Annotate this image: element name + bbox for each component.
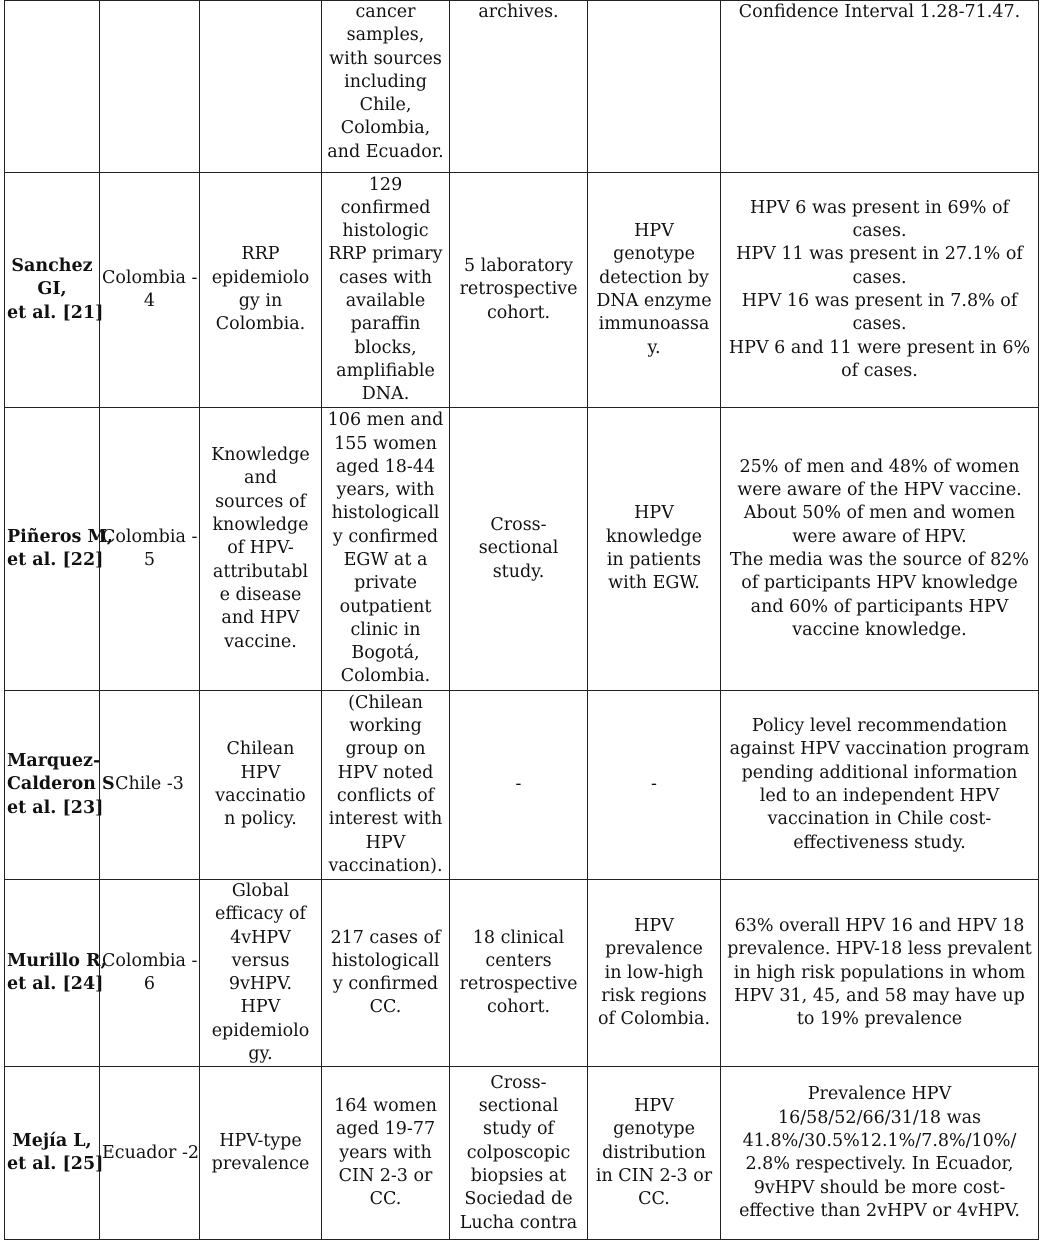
table-row: [5, 691, 1039, 880]
cell-text-line: centers: [485, 950, 552, 971]
cell-text-line: Sociedad de: [464, 1189, 573, 1210]
cell-text-line: Confidence Interval 1.28-71.47.: [738, 2, 1021, 22]
cell-text-line: GI,: [37, 279, 67, 300]
cell-text-line: private: [354, 573, 417, 594]
cell-text-line: histologic: [342, 221, 429, 242]
cell-text-line: y confirmed: [332, 526, 439, 547]
table-row: [5, 173, 1039, 408]
cell-country: [100, 1, 200, 173]
cell-text-line: 129: [368, 174, 403, 195]
cell-text-line: 18 clinical: [472, 927, 565, 948]
cell-topic: [200, 173, 322, 408]
cell-text-line: HPV: [634, 915, 674, 936]
cell-author: [5, 1067, 104, 1240]
cell-text-line: Marquez-: [7, 751, 101, 772]
cell-text-line: (Chilean: [348, 692, 423, 713]
cell-text-line: y confirmed: [332, 974, 439, 995]
cell-text-line: HPV 11 was present in 27.1% of: [736, 244, 1023, 265]
cell-text-line: HPV 6 and 11 were present in 6%: [728, 337, 1031, 358]
cell-text-line: Chile,: [359, 95, 412, 116]
cell-text-line: About 50% of men and women: [743, 503, 1016, 524]
cell-text-line: vaccination in Chile cost-: [767, 809, 992, 830]
cell-text-line: Calderon S: [7, 774, 115, 795]
cell-text-line: versus: [231, 950, 290, 971]
cell-outcome: [588, 408, 721, 691]
cell-text-line: knowledge: [212, 515, 309, 536]
cell-text-line: effective than 2vHPV or 4vHPV.: [739, 1200, 1020, 1221]
cell-design: [450, 691, 588, 880]
cell-findings: [721, 691, 1039, 880]
cell-text-line: were aware of HPV.: [792, 526, 967, 547]
cell-population: [322, 1, 450, 173]
cell-outcome: [588, 691, 721, 880]
cell-text-line: EGW at a: [343, 550, 428, 570]
cell-text-line: HPV: [365, 832, 406, 853]
cell-text-line: 217 cases of: [330, 927, 441, 948]
cell-text-line: cases.: [852, 314, 907, 335]
cell-text-line: cohort.: [486, 997, 551, 1018]
cell-text-line: to 19% prevalence: [796, 1009, 963, 1030]
cell-text-line: cancer: [355, 2, 416, 22]
cell-text-line: y.: [647, 337, 661, 358]
cell-text-line: 6: [143, 974, 156, 995]
cell-text-line: Colombia.: [215, 314, 306, 335]
cell-text-line: Colombia.: [340, 666, 431, 687]
cell-text-line: detection by: [599, 267, 709, 288]
cell-author: [5, 173, 104, 408]
cell-text-line: HPV 31, 45, and 58 may have up: [734, 985, 1025, 1006]
cell-text-line: study of: [483, 1119, 554, 1140]
cell-text-line: with EGW.: [608, 573, 700, 594]
cell-text-line: Murillo R,: [7, 950, 107, 971]
cell-text-line: conflicts of: [336, 786, 435, 806]
cell-text-line: retrospective: [459, 974, 578, 995]
cell-topic: [200, 1067, 322, 1240]
cell-author: [5, 408, 113, 691]
cell-country: [100, 1067, 200, 1240]
cell-text-line: DNA.: [361, 384, 410, 405]
cell-text-line: outpatient: [339, 596, 432, 617]
cell-text-line: 41.8%/30.5%12.1%/7.8%/10%/: [742, 1131, 1017, 1152]
table-row: [5, 1, 1039, 173]
cell-country: [100, 691, 200, 880]
cell-text-line: HPV: [240, 997, 281, 1018]
cell-author: [5, 1, 100, 173]
cell-country: [100, 880, 200, 1067]
cell-population: [322, 691, 450, 880]
cell-text-line: 9vHPV.: [228, 974, 293, 995]
cell-text-line: CC.: [369, 1189, 402, 1210]
cell-text-line: interest with: [328, 809, 443, 830]
table-row: [5, 880, 1039, 1067]
cell-text-line: genotype: [613, 1119, 695, 1140]
cell-text-line: risk regions: [601, 985, 707, 1006]
cell-text-line: 5 laboratory: [463, 256, 574, 277]
cell-text-line: vaccination).: [328, 855, 443, 876]
cell-text-line: 9vHPV should be more cost-: [753, 1177, 1006, 1198]
cell-text-line: years with: [339, 1142, 432, 1163]
cell-text-line: vaccinatio: [215, 786, 306, 806]
cell-text-line: cases.: [852, 221, 907, 242]
cell-text-line: HPV: [634, 503, 674, 524]
cell-text-line: Ecuador -2: [102, 1142, 199, 1163]
cell-text-line: and: [244, 468, 277, 489]
cell-text-line: and 60% of participants HPV: [750, 596, 1009, 617]
cell-text-line: Mejía L,: [12, 1131, 92, 1152]
cell-text-line: et al. [25]: [7, 1154, 104, 1175]
cell-text-line: vaccine knowledge.: [792, 619, 967, 640]
cell-text-line: et al. [22]: [7, 550, 104, 570]
cell-design: [450, 1067, 588, 1240]
cell-text-line: cases.: [852, 267, 907, 288]
cell-text-line: Colombia -: [102, 267, 198, 288]
cell-text-line: Colombia -: [102, 950, 198, 971]
cell-design: [450, 173, 588, 408]
cell-text-line: 106 men and: [327, 410, 444, 431]
cell-text-line: Lucha contra: [459, 1212, 578, 1233]
cell-topic: [200, 880, 322, 1067]
cell-text-line: Cross-: [490, 515, 547, 536]
table-row: [5, 1067, 1039, 1240]
cell-text-line: sectional: [478, 538, 559, 559]
table-row: [5, 408, 1039, 691]
cell-text-line: -: [651, 774, 657, 795]
cell-text-line: aged 19-77: [335, 1119, 436, 1140]
cell-text-line: of participants HPV knowledge: [741, 573, 1018, 594]
cell-text-line: vaccine.: [224, 631, 297, 652]
cell-outcome: [588, 1067, 721, 1240]
cell-text-line: HPV: [240, 762, 281, 783]
cell-text-line: histologicall: [331, 503, 440, 524]
cell-text-line: of HPV-: [227, 538, 294, 559]
cell-topic: [200, 1, 322, 173]
cell-text-line: prevalence: [605, 939, 703, 960]
cell-text-line: HPV noted: [337, 762, 434, 783]
cell-outcome: [588, 173, 721, 408]
cell-findings: [721, 408, 1039, 691]
cell-text-line: against HPV vaccination program: [729, 739, 1030, 760]
cell-text-line: of cases.: [841, 360, 918, 381]
cell-text-line: Chilean: [226, 739, 295, 760]
cell-text-line: in CIN 2-3 or: [595, 1166, 713, 1187]
cell-text-line: clinic in: [350, 619, 421, 640]
cell-text-line: -: [515, 774, 522, 795]
table-body: [5, 1, 1039, 1240]
cell-text-line: CC.: [369, 997, 402, 1018]
cell-text-line: HPV 6 was present in 69% of: [750, 197, 1009, 218]
cell-text-line: 25% of men and 48% of women: [739, 456, 1020, 477]
cell-text-line: immunoassa: [598, 314, 710, 335]
cell-text-line: e disease: [219, 584, 302, 605]
cell-text-line: Piñeros M,: [7, 526, 113, 547]
cell-text-line: 164 women: [334, 1096, 437, 1117]
cell-design: [450, 880, 588, 1067]
cell-text-line: gy.: [248, 1044, 273, 1065]
cell-text-line: et al. [21]: [7, 302, 104, 323]
cell-design: [450, 1, 588, 173]
cell-text-line: study.: [492, 561, 545, 582]
cell-text-line: 2.8% respectively. In Ecuador,: [745, 1154, 1014, 1175]
cell-text-line: Bogotá,: [351, 643, 420, 664]
cell-text-line: colposcopic: [466, 1142, 571, 1163]
cell-findings: [721, 173, 1039, 408]
cell-text-line: distribution: [602, 1142, 706, 1163]
cell-text-line: prevalence. HPV-18 less prevalent: [727, 939, 1032, 960]
cell-text-line: available: [345, 291, 426, 311]
cell-text-line: in low-high: [604, 962, 704, 983]
cell-outcome: [588, 1, 721, 173]
cell-text-line: RRP primary: [328, 244, 443, 265]
cell-text-line: et al. [24]: [7, 974, 104, 995]
cell-text-line: sectional: [478, 1096, 559, 1117]
cell-text-line: of Colombia.: [597, 1009, 711, 1030]
cell-text-line: 4vHPV: [230, 927, 291, 948]
cell-text-line: HPV 16 was present in 7.8% of: [741, 291, 1018, 311]
cell-text-line: knowledge: [605, 526, 703, 547]
cell-text-line: 155 women: [334, 433, 437, 454]
cell-text-line: 4: [143, 291, 156, 311]
cell-text-line: archives.: [478, 2, 559, 22]
cell-text-line: Colombia -: [102, 526, 198, 547]
cell-text-line: epidemiolo: [211, 1020, 310, 1041]
cell-findings: [721, 1067, 1039, 1240]
cell-author: [5, 691, 115, 880]
cell-findings: [721, 880, 1039, 1067]
cell-text-line: efficacy of: [215, 904, 306, 925]
cell-text-line: 63% overall HPV 16 and HPV 18: [734, 915, 1025, 936]
cell-outcome: [588, 880, 721, 1067]
cell-text-line: epidemiolo: [211, 267, 310, 288]
cell-text-line: prevalence: [211, 1154, 310, 1175]
cell-text-line: working: [349, 716, 422, 737]
cell-text-line: Sanchez: [11, 256, 93, 277]
cell-text-line: group on: [345, 739, 426, 760]
cell-author: [5, 880, 107, 1067]
cell-text-line: Policy level recommendation: [751, 716, 1008, 737]
cell-text-line: aged 18-44: [335, 456, 436, 477]
cell-text-line: histologicall: [331, 950, 440, 971]
cell-text-line: Prevalence HPV: [807, 1084, 952, 1105]
cell-text-line: samples,: [346, 25, 425, 46]
cell-text-line: Colombia,: [340, 118, 431, 139]
cell-population: [322, 880, 450, 1067]
cell-topic: [200, 408, 322, 691]
cell-population: [322, 1067, 450, 1240]
cell-text-line: HPV: [634, 221, 674, 242]
cell-text-line: RRP: [241, 244, 280, 265]
cell-text-line: genotype: [613, 244, 695, 265]
cell-text-line: Chile -3: [115, 774, 184, 795]
cell-text-line: with sources: [329, 48, 442, 69]
cell-text-line: in high risk populations in whom: [733, 962, 1026, 983]
cell-text-line: cohort.: [486, 302, 551, 323]
cell-text-line: HPV-type: [219, 1131, 302, 1152]
cell-text-line: and HPV: [221, 608, 300, 629]
cell-text-line: attributabl: [212, 561, 309, 582]
cell-text-line: 16/58/52/66/31/18 was: [777, 1107, 982, 1128]
cell-text-line: effectiveness study.: [793, 832, 966, 853]
cell-country: [100, 173, 200, 408]
cell-text-line: confirmed: [340, 197, 431, 218]
cell-text-line: n policy.: [224, 809, 297, 830]
cell-text-line: in patients: [606, 550, 702, 570]
cell-findings: [721, 1, 1039, 173]
cell-text-line: led to an independent HPV: [759, 786, 1000, 806]
cell-topic: [200, 691, 322, 880]
cell-country: [100, 408, 200, 691]
cell-text-line: blocks,: [354, 337, 417, 358]
cell-text-line: paraffin: [350, 314, 421, 335]
cell-text-line: Global: [231, 881, 290, 901]
cell-text-line: retrospective: [459, 279, 578, 300]
cell-design: [450, 408, 588, 691]
cell-text-line: gy in: [238, 291, 283, 311]
cell-text-line: et al. [23]: [7, 797, 104, 818]
cell-text-line: CIN 2-3 or: [338, 1166, 433, 1187]
cell-population: [322, 408, 450, 691]
cell-text-line: pending additional information: [741, 762, 1018, 783]
cell-text-line: including: [344, 71, 427, 92]
cell-text-line: and Ecuador.: [327, 141, 444, 162]
cell-text-line: 5: [143, 550, 156, 570]
cell-text-line: biopsies at: [470, 1166, 567, 1187]
cell-text-line: The media was the source of 82%: [729, 550, 1030, 570]
cell-text-line: amplifiable: [336, 360, 435, 381]
cell-text-line: CC.: [638, 1189, 670, 1210]
cell-text-line: HPV: [634, 1096, 674, 1117]
studies-table: [4, 0, 1039, 1240]
cell-text-line: were aware of the HPV vaccine.: [737, 480, 1022, 501]
cell-text-line: DNA enzyme: [596, 291, 712, 311]
cell-population: [322, 173, 450, 408]
cell-text-line: cases with: [339, 267, 432, 288]
cell-text-line: Cross-: [490, 1072, 547, 1093]
cell-text-line: Knowledge: [211, 445, 310, 466]
cell-text-line: sources of: [215, 491, 306, 512]
cell-text-line: years, with: [336, 480, 435, 501]
